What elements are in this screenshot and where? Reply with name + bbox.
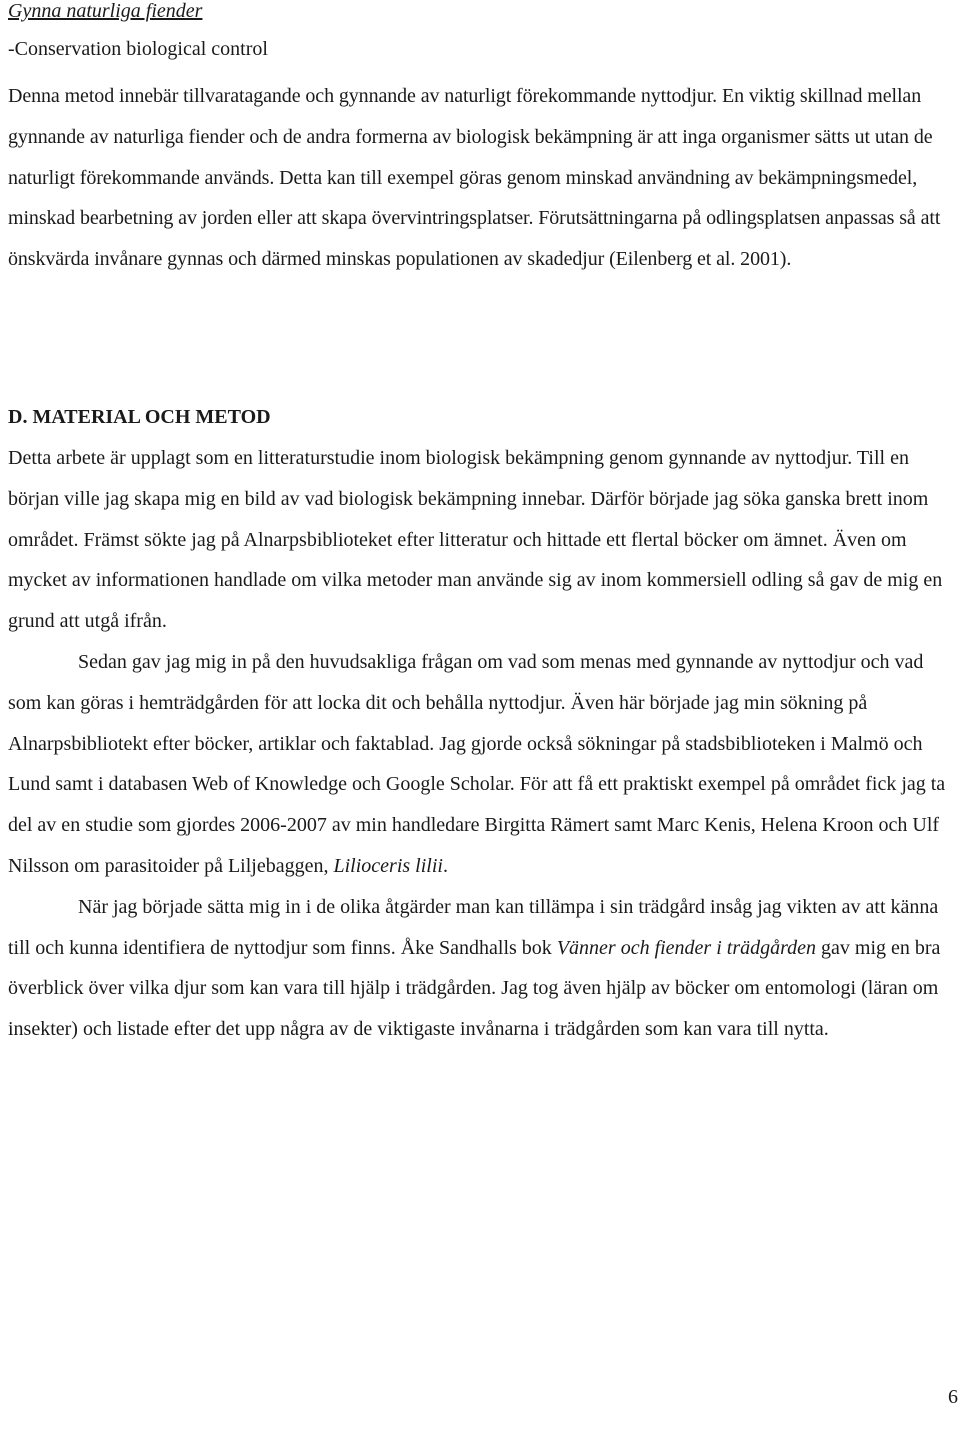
paragraph-3-text: När jag började sätta mig in i de olika åtgärder man kan tillämpa i sin trädgård insåg jag vikten av att känna till och kunna identifiera de nyttodjur som finns. Åke Sandhalls bok	[8, 895, 939, 959]
material-paragraph-2	[8, 642, 953, 887]
paragraph-3-end: gav mig en bra överblick över vilka djur som kan vara till hjälp i trädgården. Jag tog även hjälp av böcker om entomologi (läran om insekter) och listade efter det upp några av de viktigaste invånarna i trädgården som kan vara till nytta.	[8, 936, 941, 1041]
section-paragraph: Denna metod innebär tillvaratagande och gynnande av naturligt förekommande nyttodjur. En viktig skillnad mellan gynnande av naturliga fiender och de andra formerna av biologisk bekämpning är att inga organismer sätts ut utan de naturligt förekommande används. Detta kan till exempel göras genom minskad användning av bekämpningsmedel, minskad bearbetning av jorden eller att skapa övervintringsplatser. Förutsättningarna på odlingsplatsen anpassas så att önskvärda invånare gynnas och därmed minskas populationen av skadedjur (Eilenberg et al. 2001).	[8, 85, 941, 271]
paragraph-2-text: Sedan gav jag mig in på den huvudsakliga frågan om vad som menas med gynnande av nyttodjur och vad som kan göras i hemträdgården för att locka dit och behålla nyttodjur. Även här började jag min sökning på Alnarpsbibliotekt efter böcker, artiklar och faktablad. Jag gjorde också sökningar på stadsbiblioteken i Malmö och Lund samt i databasen Web of Knowledge och Google Scholar. För att få ett praktiskt exempel på området fick jag ta del av en studie som gjordes 2006-2007 av min handledare Birgitta Rämert samt Marc Kenis, Helena Kroon och Ulf Nilsson om parasitoider på Liljebaggen,	[8, 650, 946, 877]
material-paragraph-1: Detta arbete är upplagt som en litteraturstudie inom biologisk bekämpning genom gynnande av nyttodjur. Till en början ville jag skapa mig en bild av vad biologisk bekämpning innebar. Därför började jag söka ganska brett inom området. Främst sökte jag på Alnarpsbiblioteket efter litteratur och hittade ett flertal böcker om ämnet. Även om mycket av informationen handlade om vilka metoder man använde sig av inom kommersiell odling så gav de mig en grund att utgå ifrån.	[8, 447, 943, 633]
species-name: Lilioceris lilii	[333, 854, 443, 877]
page-number: 6	[948, 1386, 958, 1408]
paragraph-2-end: .	[442, 854, 448, 877]
book-title: Vänner och fiender i trädgården	[556, 936, 817, 959]
material-heading: D. MATERIAL OCH METOD	[8, 406, 271, 428]
section-subtitle: -Conservation biological control	[8, 38, 268, 60]
material-body	[8, 438, 953, 1050]
material-paragraph-3	[8, 887, 953, 1050]
section-title: Gynna naturliga fiender	[8, 0, 203, 22]
